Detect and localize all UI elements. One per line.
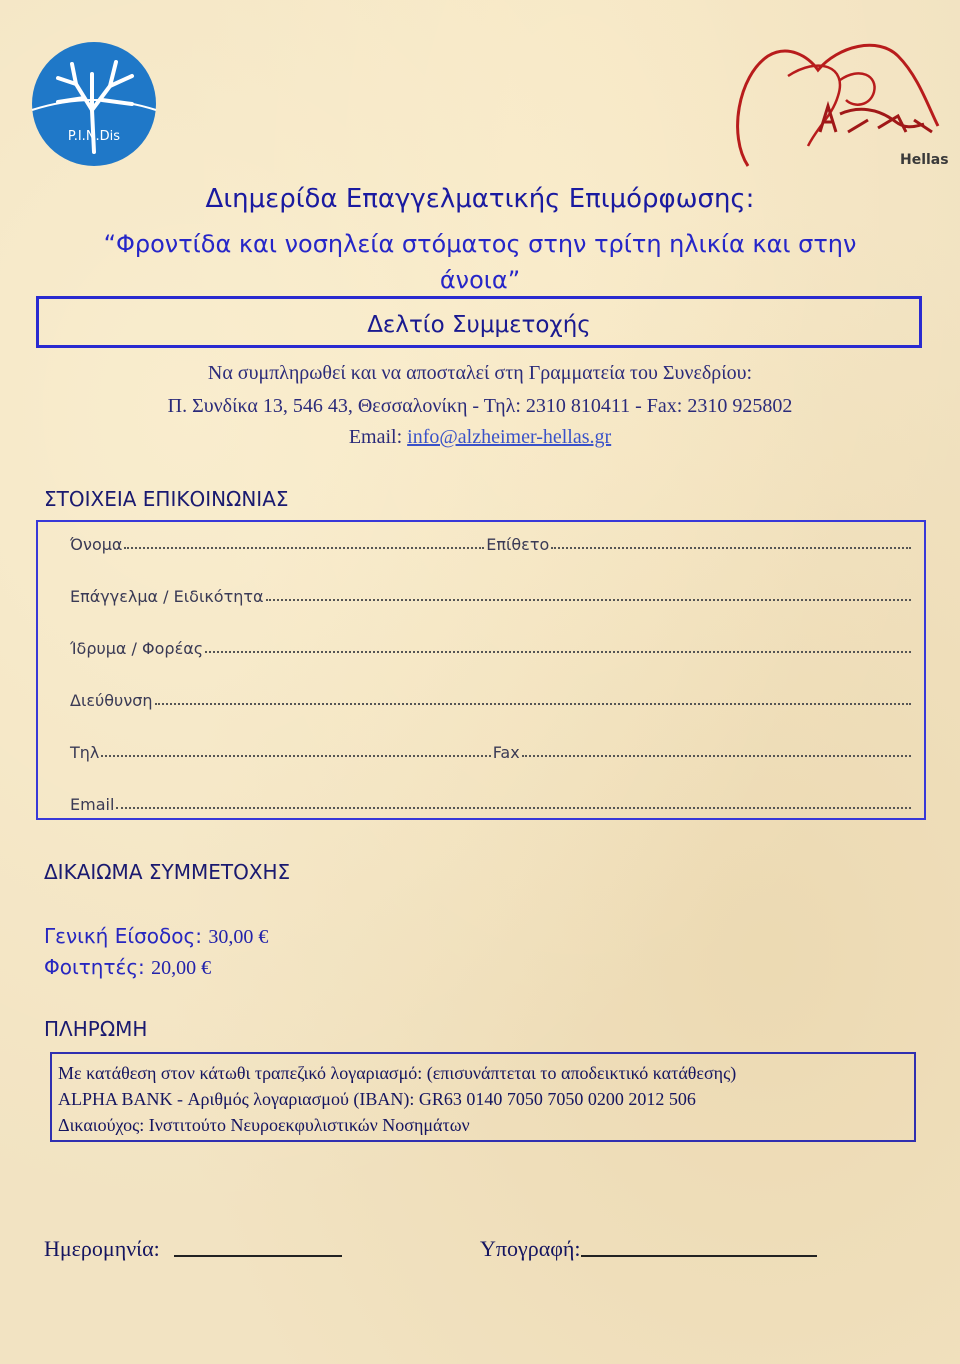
institution-row [70, 636, 913, 658]
contact-heading: ΣΤΟΙΧΕΙΑ ΕΠΙΚΟΙΝΩΝΙΑΣ [44, 487, 289, 511]
address-label: Διεύθυνση [70, 691, 153, 710]
student-fee-label: Φοιτητές: [44, 955, 145, 979]
date-line[interactable] [174, 1254, 342, 1257]
surname-field[interactable] [551, 546, 911, 549]
payment-details-box [50, 1052, 916, 1142]
beneficiary: Δικαιούχος: Ινστιτούτο Νευροεκφυλιστικών Νοσημάτων [58, 1115, 470, 1135]
email-label: Email: [348, 426, 403, 448]
instructions-line: Να συμπληρωθεί και να αποσταλεί στη Γραμματεία του Συνεδρίου: [207, 362, 753, 384]
general-fee-label: Γενική Είσοδος: [44, 924, 202, 948]
email-field[interactable] [116, 806, 911, 809]
pindis-logo-text: P.I.N.Dis [67, 129, 121, 144]
signature-line[interactable] [581, 1254, 817, 1257]
event-subtitle-line2: άνοια” [439, 266, 521, 294]
page-title: Διημερίδα Επαγγελματικής Επιμόρφωσης: [205, 184, 755, 214]
fax-field[interactable] [522, 754, 911, 757]
event-subtitle [40, 226, 920, 298]
name-surname-row [70, 532, 913, 554]
date-label: Ημερομηνία: [44, 1236, 160, 1261]
fax-label: Fax [492, 743, 520, 762]
address-row [70, 688, 913, 710]
form-title: Δελτίο Συμμετοχής [367, 312, 591, 338]
form-title-box [36, 296, 922, 348]
profession-label: Επάγγελμα / Ειδικότητα [70, 587, 264, 606]
general-fee-value: 30,00 € [208, 926, 269, 948]
address-field[interactable] [155, 702, 911, 705]
pindis-logo [28, 40, 160, 170]
phone-field[interactable] [101, 754, 490, 757]
email-field-label: Email [70, 795, 115, 814]
contact-form-box [36, 520, 926, 820]
profession-field[interactable] [266, 598, 911, 601]
email-row [70, 792, 913, 814]
payment-method: Με κατάθεση στον κάτωθι τραπεζικό λογαριασμό: (επισυνάπτεται το αποδεικτικό κατάθεσης) [58, 1063, 737, 1083]
student-fee [44, 955, 211, 980]
name-label: Όνομα [70, 535, 123, 554]
alzheimer-logo-hellas: Hellas [900, 152, 948, 168]
phone-fax-row [70, 740, 913, 762]
payment-heading: ΠΛΗΡΩΜΗ [44, 1017, 148, 1041]
institution-label: Ίδρυμα / Φορέας [70, 639, 204, 658]
secretariat-email-link[interactable]: info@alzheimer-hellas.gr [407, 426, 612, 448]
student-fee-value: 20,00 € [151, 957, 212, 979]
general-fee [44, 924, 268, 949]
name-field[interactable] [124, 546, 484, 549]
signature-label: Υπογραφή: [480, 1236, 581, 1261]
profession-row [70, 584, 913, 606]
alzheimer-hellas-logo [728, 36, 948, 172]
secretariat-address: Π. Συνδίκα 13, 546 43, Θεσσαλονίκη - Τηλ: 2310 810411 - Fax: 2310 925802 [167, 395, 793, 417]
fees-heading: ΔΙΚΑΙΩΜΑ ΣΥΜΜΕΤΟΧΗΣ [44, 860, 291, 884]
secretariat-email-row [0, 426, 960, 449]
surname-label: Επίθετο [486, 535, 550, 554]
phone-label: Τηλ [70, 743, 100, 762]
date-signature-field [44, 1236, 342, 1262]
institution-field[interactable] [205, 650, 911, 653]
signature-field [480, 1236, 817, 1262]
alzheimer-wordmark-icon [820, 106, 932, 132]
bank-iban: ALPHA BANK - Αριθμός λογαριασμού (IBAN): GR63 0140 7050 7050 0200 2012 506 [58, 1089, 696, 1109]
event-subtitle-line1: “Φροντίδα και νοσηλεία στόματος στην τρίτη ηλικία και στην [103, 230, 857, 258]
